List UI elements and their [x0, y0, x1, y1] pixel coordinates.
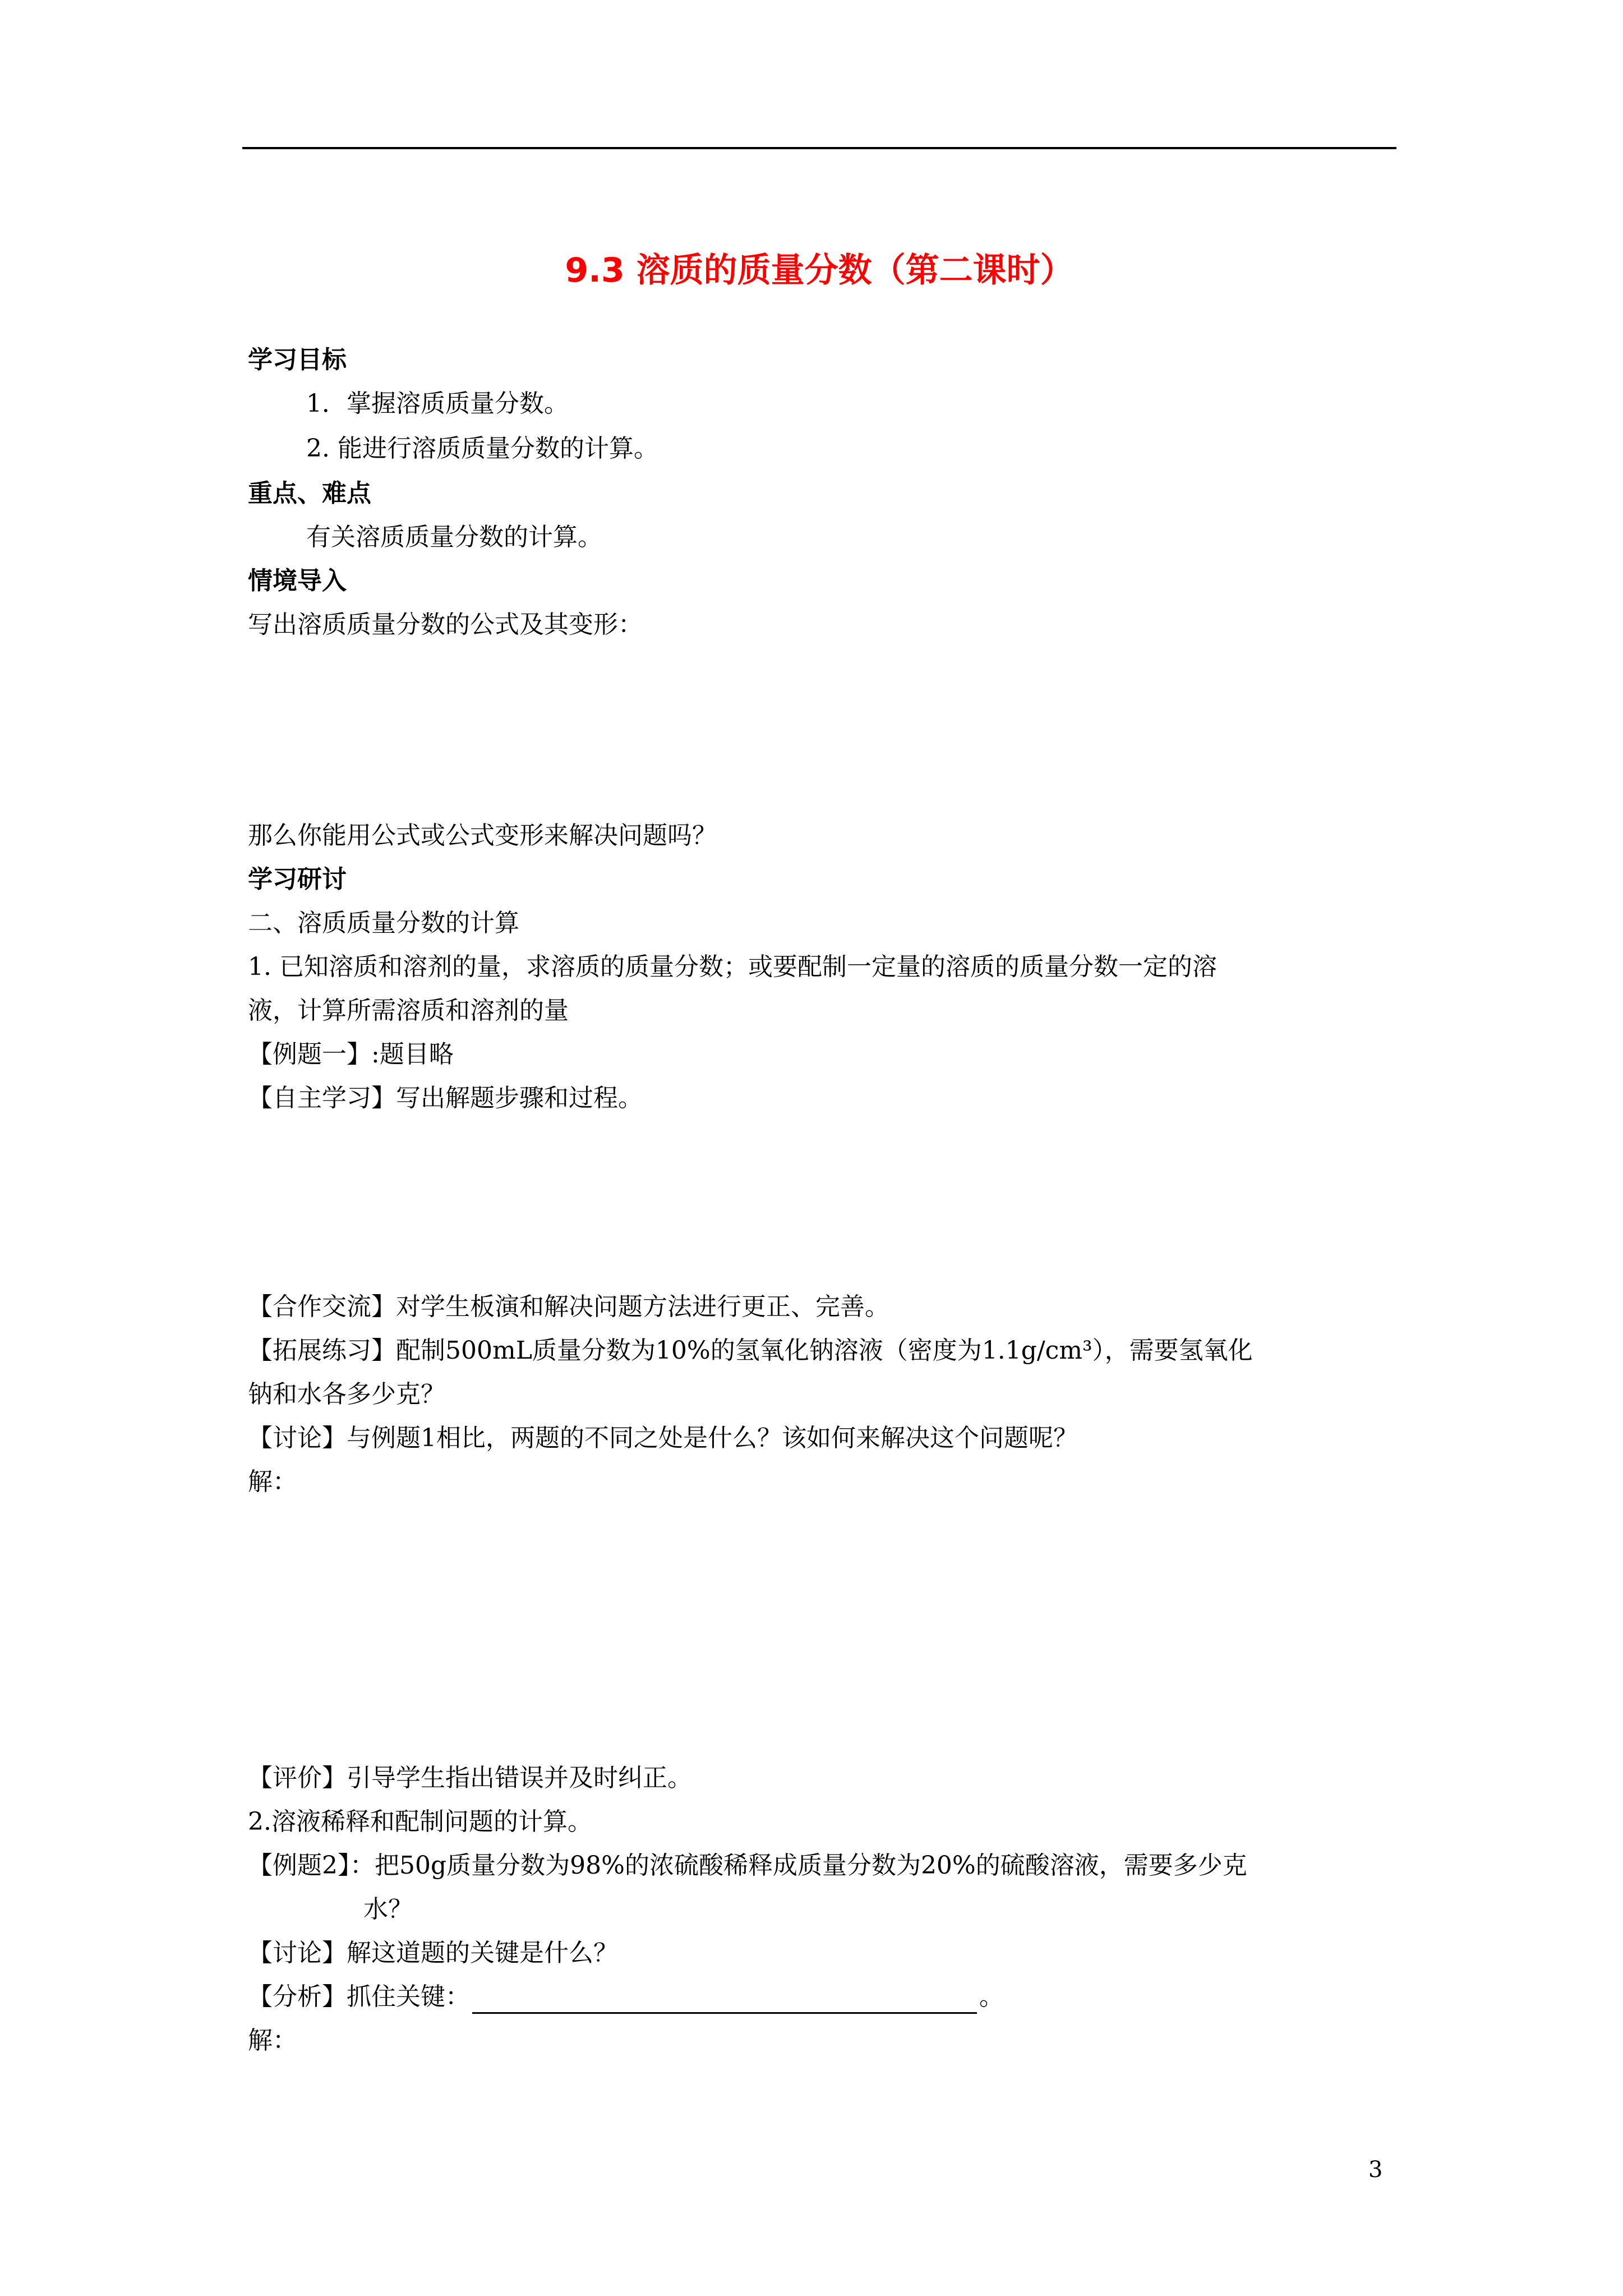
- item1-line2: 液，计算所需溶质和溶剂的量: [248, 996, 569, 1025]
- goal-item-2: 2. 能进行溶质质量分数的计算。: [306, 434, 658, 463]
- analysis-line: [248, 1980, 1004, 2014]
- solution-label-2: 解：: [248, 2026, 297, 2055]
- extend-line1: 【拓展练习】配制500mL质量分数为10%的氢氧化钠溶液（密度为1.1g/cm³），需要氢氧化: [248, 1336, 1253, 1365]
- title-number: 9.3: [565, 251, 625, 290]
- key-heading: 重点、难点: [248, 479, 371, 508]
- evaluate: 【评价】引导学生指出错误并及时纠正。: [248, 1764, 692, 1792]
- intro-question: 那么你能用公式或公式变形来解决问题吗？: [248, 821, 717, 850]
- example1: 【例题一】:题目略: [248, 1040, 454, 1069]
- key-text: 有关溶质质量分数的计算。: [306, 523, 602, 551]
- goal-item-1: 1．掌握溶质质量分数。: [306, 389, 569, 418]
- discuss2: 【讨论】解这道题的关键是什么？: [248, 1939, 618, 1967]
- title-text: 溶质的质量分数（第二课时）: [636, 251, 1074, 290]
- item2: 2.溶液稀释和配制问题的计算。: [248, 1807, 592, 1836]
- solution-label-1: 解：: [248, 1467, 297, 1496]
- item1-line1: 1. 已知溶质和溶剂的量，求溶质的质量分数；或要配制一定量的溶质的质量分数一定的溶: [248, 953, 1217, 981]
- intro-heading: 情境导入: [248, 567, 347, 595]
- page-number: 3: [1368, 2157, 1383, 2183]
- discuss1: 【讨论】与例题1相比，两题的不同之处是什么？该如何来解决这个问题呢？: [248, 1424, 1078, 1452]
- intro-prompt: 写出溶质质量分数的公式及其变形：: [248, 610, 643, 639]
- goals-heading: 学习目标: [248, 346, 347, 374]
- header-rule: [242, 147, 1396, 149]
- part-two-title: 二、溶质质量分数的计算: [248, 909, 519, 937]
- self-study: 【自主学习】写出解题步骤和过程。: [248, 1084, 643, 1112]
- cooperate: 【合作交流】对学生板演和解决问题方法进行更正、完善。: [248, 1292, 889, 1321]
- analysis-label: 【分析】抓住关键：: [248, 1982, 470, 2011]
- example2-line2: 水？: [363, 1895, 413, 1924]
- study-heading: 学习研讨: [248, 865, 347, 894]
- analysis-end: 。: [979, 1982, 1004, 2011]
- analysis-blank[interactable]: [472, 1986, 977, 2014]
- extend-line2: 钠和水各多少克？: [248, 1380, 445, 1409]
- example2-line1: 【例题2】：把50g质量分数为98%的浓硫酸稀释成质量分数为20%的硫酸溶液，需要多少克: [248, 1851, 1247, 1880]
- page-title: [242, 248, 1396, 293]
